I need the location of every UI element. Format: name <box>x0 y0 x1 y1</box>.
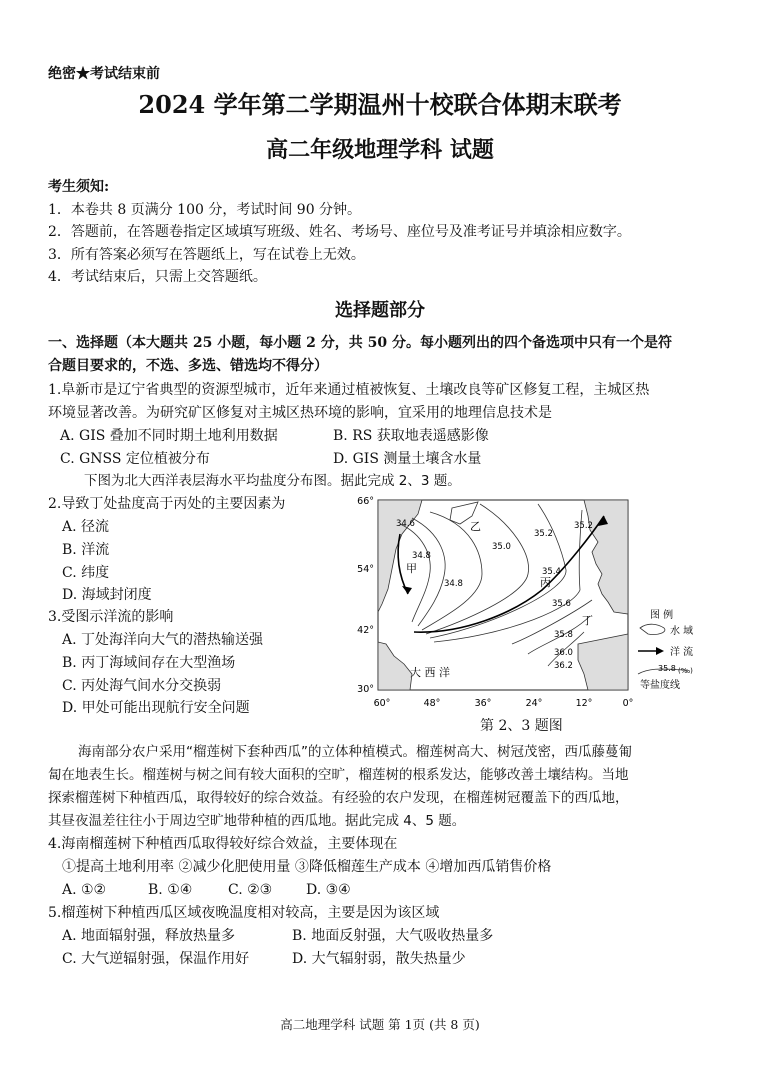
question-1-option-b: B. RS 获取地表遥感影像 <box>333 428 489 444</box>
passage-line: 探索榴莲树下种植西瓜，取得较好的综合效益。有经验的农户发现，在榴莲树冠覆盖下的西瓜地， <box>48 790 629 806</box>
notice-item: 2．答题前，在答题卷指定区域填写班级、姓名、考场号、座位号及准考证号并填涂相应数字。 <box>48 224 631 240</box>
water-legend-icon <box>640 624 665 634</box>
section-instruction: 合题目要求的，不选、多选、错选均不得分） <box>48 358 328 374</box>
section-instruction: 一、选择题（本大题共 25 小题，每小题 2 分，共 50 分。每小题列出的四个备选项中只有一个是符 <box>48 335 672 351</box>
question-5-option-d: D. 大气辐射弱，散失热量少 <box>292 951 466 967</box>
question-4-stem: 4.海南榴莲树下种植西瓜取得较好综合效益，主要体现在 <box>48 836 398 852</box>
question-2-stem: 2.导致丁处盐度高于丙处的主要因素为 <box>48 496 286 512</box>
question-4-option-a: A. ①② <box>62 882 107 898</box>
question-5-stem: 5.榴莲树下种植西瓜区域夜晚温度相对较高，主要是因为该区域 <box>48 905 440 921</box>
legend-title: 图 例 <box>650 610 674 621</box>
exam-subtitle: 高二年级地理学科 试题 <box>266 137 494 163</box>
place-label-jia: 甲 <box>406 562 417 575</box>
question-4-option-d: D. ③④ <box>306 882 351 898</box>
isohaline-value: 34.8 <box>412 551 431 561</box>
question-5-option-b: B. 地面反射强，大气吸收热量多 <box>292 928 494 944</box>
isohaline-value: 35.2 <box>574 521 593 531</box>
question-1-option-c: C. GNSS 定位植被分布 <box>60 451 210 467</box>
isohaline-value: 36.0 <box>554 648 573 658</box>
question-3-stem: 3.受图示洋流的影响 <box>48 609 174 625</box>
lon-label: 12° <box>575 698 593 709</box>
question-3-option: A. 丁处海洋向大气的潜热输送强 <box>62 632 264 648</box>
passage-line: 匐在地表生长。榴莲树与树之间有较大面积的空旷，榴莲树的根系发达，能够改善土壤结构。当地 <box>48 767 629 783</box>
legend-salinity-unit: (‰) <box>678 667 693 675</box>
question-3-option: B. 丙丁海域间存在大型渔场 <box>62 655 236 671</box>
question-4-statements: ①提高土地利用率 ②减少化肥使用量 ③降低榴莲生产成本 ④增加西瓜销售价格 <box>62 859 552 875</box>
notice-item: 4．考试结束后，只需上交答题纸。 <box>48 269 267 285</box>
question-4-option-b: B. ①④ <box>148 882 193 898</box>
isohaline-value: 35.2 <box>534 529 553 539</box>
isohaline-value: 35.6 <box>552 599 571 609</box>
question-1-stem: 环境显著改善。为研究矿区修复对主城区热环境的影响，宜采用的地理信息技术是 <box>48 405 552 421</box>
isohaline-value: 36.2 <box>554 661 573 671</box>
notice-heading: 考生须知: <box>48 179 110 195</box>
notice-item: 3．所有答案必须写在答题纸上，写在试卷上无效。 <box>48 247 365 263</box>
lon-label: 0° <box>622 698 634 709</box>
ocean-label: 大 西 洋 <box>410 666 450 679</box>
question-3-option: C. 丙处海气间水分交换弱 <box>62 678 222 694</box>
lon-label: 36° <box>474 698 492 709</box>
question-5-option-c: C. 大气逆辐射强，保温作用好 <box>62 951 250 967</box>
passage-line: 其昼夜温差往往小于周边空旷地带种植的西瓜地。据此完成 4、5 题。 <box>48 813 466 829</box>
africa-landmass <box>578 634 628 690</box>
isohaline-value: 35.4 <box>542 567 561 577</box>
figure-caption: 第 2、3 题图 <box>480 718 563 734</box>
section-title: 选择题部分 <box>335 300 425 321</box>
question-2-option: C. 纬度 <box>62 565 110 581</box>
question-1-option-d: D. GIS 测量土壤含水量 <box>333 451 482 467</box>
lon-label: 24° <box>525 698 543 709</box>
question-2-option: D. 海域封闭度 <box>62 587 152 603</box>
place-label-yi: 乙 <box>470 520 481 533</box>
lat-label: 54° <box>357 564 374 575</box>
isohaline-value: 35.0 <box>492 542 511 552</box>
legend-salinity-value: 35.8 <box>658 664 676 673</box>
lat-label: 30° <box>357 684 374 695</box>
lat-label: 66° <box>357 496 374 507</box>
question-2-option: B. 洋流 <box>62 542 110 558</box>
isohaline-value: 34.8 <box>444 579 463 589</box>
page-footer: 高二地理学科 试题 第 1页 (共 8 页) <box>280 1017 480 1032</box>
passage-line: 海南部分农户采用“榴莲树下套种西瓜”的立体种植模式。榴莲树高大、树冠茂密，西瓜藤蔓匍 <box>78 744 632 760</box>
question-1-option-a: A. GIS 叠加不同时期土地利用数据 <box>60 428 278 444</box>
salinity-map <box>352 494 752 734</box>
question-3-option: D. 甲处可能出现航行安全问题 <box>62 700 250 716</box>
legend-salinity: 等盐度线 <box>640 680 680 691</box>
isohaline-value: 34.6 <box>396 519 415 529</box>
notice-item: 1．本卷共 8 页满分 100 分，考试时间 90 分钟。 <box>48 202 362 218</box>
arrow-head-icon <box>656 647 664 655</box>
legend-current: 洋 流 <box>670 647 694 658</box>
place-label-bing: 丙 <box>540 576 551 589</box>
confidential-mark: 绝密★考试结束前 <box>48 66 160 82</box>
lon-label: 60° <box>373 698 391 709</box>
isohaline-value: 35.8 <box>554 630 573 640</box>
exam-title: 2024 学年第二学期温州十校联合体期末联考 <box>138 90 622 119</box>
map-legend <box>638 608 693 691</box>
question-2-option: A. 径流 <box>62 519 110 535</box>
lat-label: 42° <box>357 625 374 636</box>
question-4-option-c: C. ②③ <box>228 882 273 898</box>
question-2-3-intro: 下图为北大西洋表层海水平均盐度分布图。据此完成 2、3 题。 <box>84 473 461 489</box>
legend-water: 水 域 <box>670 626 694 637</box>
place-label-ding: 丁 <box>582 614 593 627</box>
question-1-stem: 1.阜新市是辽宁省典型的资源型城市，近年来通过植被恢复、土壤改良等矿区修复工程，主城区热 <box>48 382 650 398</box>
question-5-option-a: A. 地面辐射强，释放热量多 <box>62 928 236 944</box>
lon-label: 48° <box>423 698 441 709</box>
salinity-map-figure <box>352 494 752 734</box>
